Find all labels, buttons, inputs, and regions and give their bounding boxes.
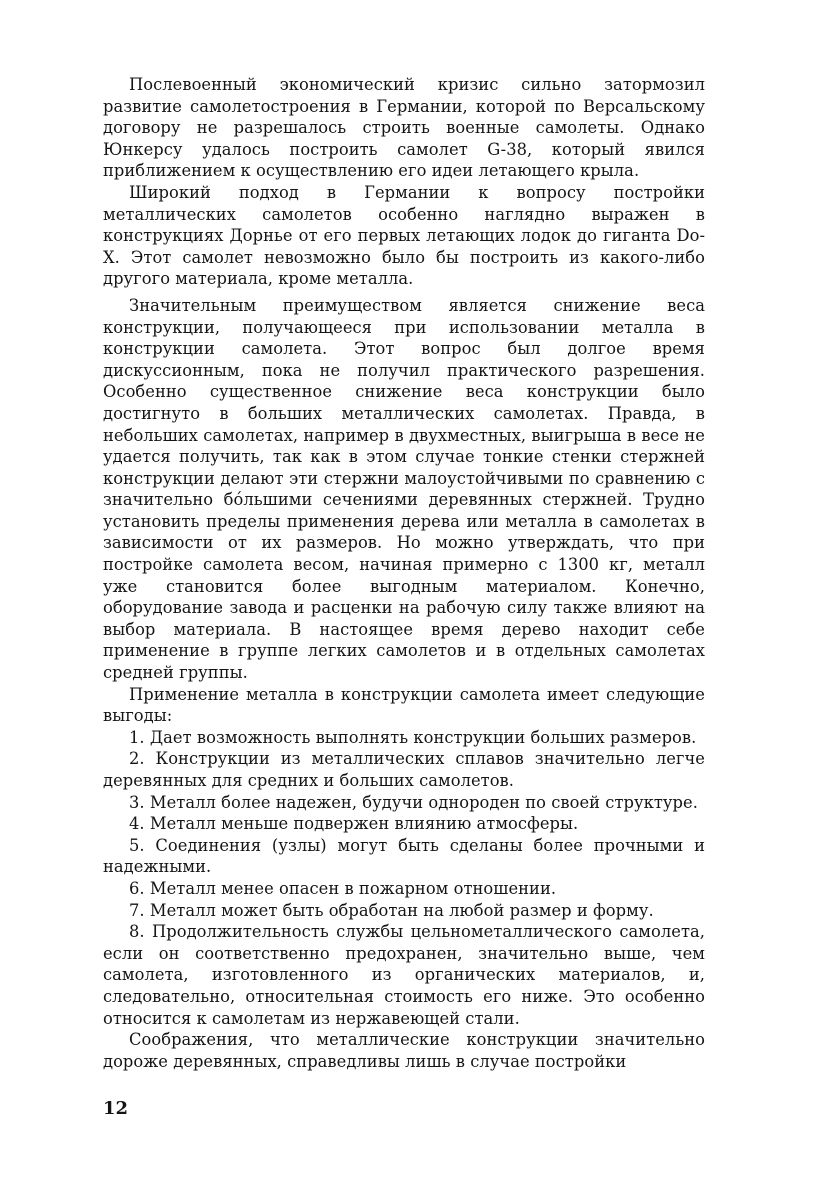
page-text-block	[103, 74, 705, 1072]
list-item: 4. Металл меньше подвержен влиянию атмосферы.	[129, 814, 579, 834]
list-item: 6. Металл менее опасен в пожарном отношении.	[129, 878, 557, 898]
advantages-list	[103, 727, 705, 1029]
paragraph-dornier: Широкий подход в Германии к вопросу постройки металлических самолетов особенно наглядно выражен в конструкциях Дорнье от его первых летающих лодок до гиганта Do-X. Этот самолет невозможно было бы построить из какого-либо другого материала, кроме металла.	[103, 182, 705, 289]
list-item: 8. Продолжительность службы цельнометаллического самолета, если он соответственно предохранен, значительно выше, чем самолета, изготовленного из органических материалов, и, следовательно, относительная стоимость его ниже. Это особенно относится к самолетам из нержавеющей стали.	[103, 922, 705, 1028]
page-number: 12	[103, 1098, 129, 1119]
paragraph-postwar-crisis: Послевоенный экономический кризис сильно затормозил развитие самолетостроения в Германии, которой по Версальскому договору не разрешалось строить военные самолеты. Однако Юнкерсу удалось построить самолет G-38, который явился приближением к осуществлению его идеи летающего крыла.	[103, 75, 705, 181]
paragraph-weight-advantage: Значительным преимуществом является снижение веса конструкции, получающееся при использовании металла в конструкции самолета. Этот вопрос был долгое время дискуссионным, пока не получил практического разрешения. Особенно существенное снижение веса конструкции было достигнуто в больших металлических самолетах. Правда, в небольших самолетах, например в двухместных, выигрыша в весе не удается получить, так как в этом случае тонкие стенки стержней конструкции делают эти стержни малоустойчивыми по сравнению с значительно бóльшими сечениями деревянных стержней. Трудно установить пределы применения дерева или металла в самолетах в зависимости от их размеров. Но можно утверждать, что при постройке самолета весом, начиная примерно с 1300 кг, металл уже становится более выгодным материалом. Конечно, оборудование завода и расценки на рабочую силу также влияют на выбор материала. В настоящее время дерево находит себе применение в группе легких самолетов и в отдельных самолетах средней группы.	[103, 295, 705, 683]
list-item: 2. Конструкции из металлических сплавов значительно легче деревянных для средних и больших самолетов.	[103, 749, 705, 790]
list-item: 7. Металл может быть обработан на любой размер и форму.	[129, 900, 654, 920]
list-item: 3. Металл более надежен, будучи однороден по своей структуре.	[129, 792, 698, 812]
paragraph-cost-considerations: Соображения, что металлические конструкции значительно дороже деревянных, справедливы лишь в случае постройки	[103, 1030, 705, 1071]
list-item: 5. Соединения (узлы) могут быть сделаны более прочными и надежными.	[103, 835, 705, 877]
paragraph-advantages-intro: Применение металла в конструкции самолета имеет следующие выгоды:	[103, 684, 705, 726]
list-item: 1. Дает возможность выполнять конструкции больших размеров.	[129, 727, 697, 747]
